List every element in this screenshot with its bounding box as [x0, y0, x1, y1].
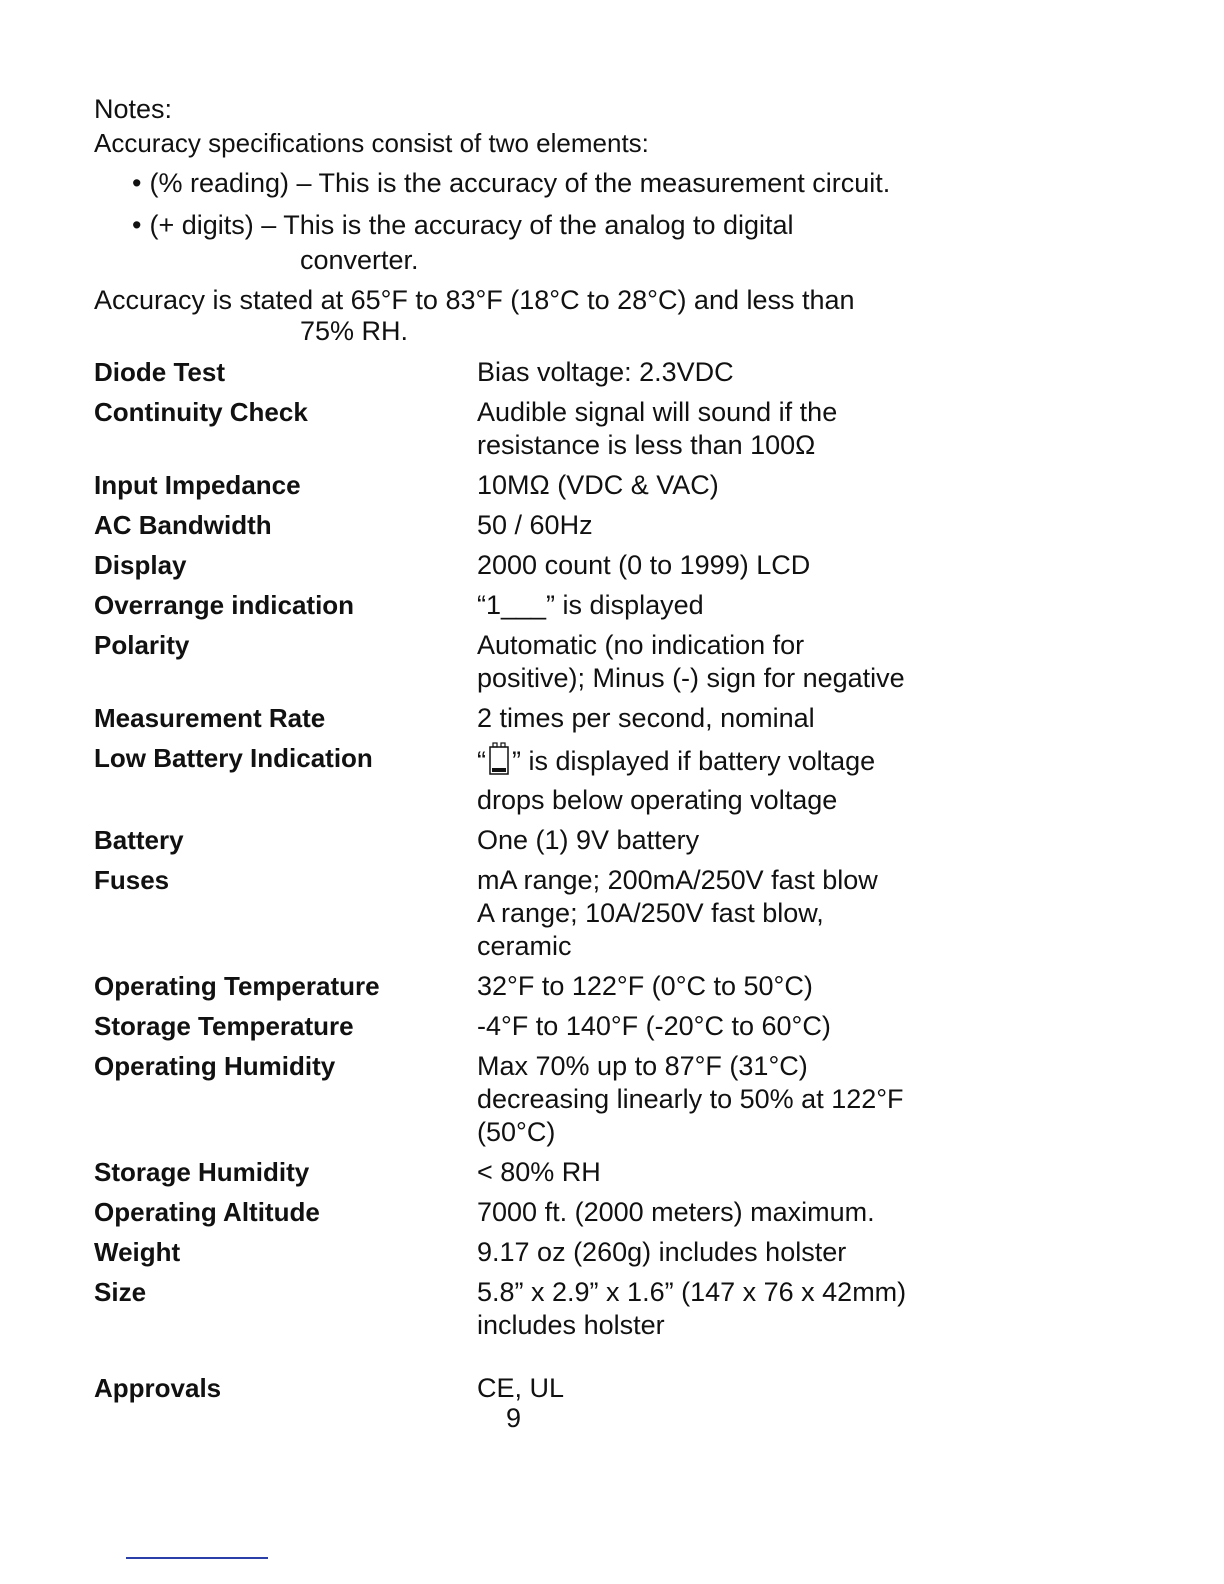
spec-value: 7000 ft. (2000 meters) maximum.	[477, 1197, 875, 1227]
bullet-continuation: converter.	[300, 245, 419, 275]
spec-row	[94, 864, 994, 963]
accuracy-statement: Accuracy is stated at 65°F to 83°F (18°C to 28°C) and less than	[94, 285, 855, 315]
bullet-text: (+ digits) – This is the accuracy of the analog to digital	[149, 210, 794, 240]
spec-label: Battery	[94, 825, 184, 855]
spec-label: Approvals	[94, 1373, 222, 1403]
spec-value: CE, UL	[477, 1373, 565, 1403]
spec-value: < 80% RH	[477, 1157, 601, 1187]
spec-label: Polarity	[94, 630, 190, 660]
spec-label: Low Battery Indication	[94, 743, 373, 773]
spec-label: Display	[94, 550, 187, 580]
spec-label: Input Impedance	[94, 470, 301, 500]
spec-label: Operating Temperature	[94, 971, 380, 1001]
spec-row	[94, 1196, 994, 1229]
spec-value: One (1) 9V battery	[477, 825, 700, 855]
specifications-table	[94, 356, 994, 1412]
spec-label: Operating Humidity	[94, 1051, 336, 1081]
page-number: 9	[506, 1403, 522, 1433]
spec-label: Continuity Check	[94, 397, 308, 427]
spec-value: 2000 count (0 to 1999) LCD	[477, 550, 811, 580]
spec-value: 2 times per second, nominal	[477, 703, 815, 733]
battery-icon	[488, 742, 510, 784]
spec-row	[94, 469, 994, 502]
spec-row	[94, 1050, 994, 1149]
spec-label: Storage Humidity	[94, 1157, 310, 1187]
spec-row	[94, 970, 994, 1003]
spec-row	[94, 742, 994, 817]
bullet-item	[132, 210, 794, 241]
spec-label: AC Bandwidth	[94, 510, 272, 540]
spec-row	[94, 1010, 994, 1043]
spec-value: 50 / 60Hz	[477, 510, 593, 540]
footer-divider	[126, 1557, 268, 1559]
spec-row	[94, 1276, 994, 1342]
spec-value: Max 70% up to 87°F (31°C) decreasing linearly to 50% at 122°F (50°C)	[477, 1051, 904, 1147]
spec-label: Size	[94, 1277, 147, 1307]
bullet-item	[132, 168, 890, 199]
spec-row	[94, 824, 994, 857]
spec-label: Overrange indication	[94, 590, 355, 620]
spec-row	[94, 629, 994, 695]
spec-label: Weight	[94, 1237, 181, 1267]
spec-value: 32°F to 122°F (0°C to 50°C)	[477, 971, 813, 1001]
spec-value: “ ” is displayed if battery voltage drops below operating voltage	[477, 742, 957, 817]
spec-value: Bias voltage: 2.3VDC	[477, 357, 734, 387]
spec-row	[94, 396, 994, 462]
spec-label: Fuses	[94, 865, 170, 895]
spec-value: “1___” is displayed	[477, 590, 704, 620]
bullet-text: (% reading) – This is the accuracy of the measurement circuit.	[149, 168, 891, 198]
bullet-dot: •	[132, 168, 142, 198]
spec-label: Operating Altitude	[94, 1197, 320, 1227]
spec-label: Measurement Rate	[94, 703, 326, 733]
spec-label: Storage Temperature	[94, 1011, 354, 1041]
spec-row	[94, 1236, 994, 1269]
notes-title: Notes:	[94, 94, 173, 124]
spec-value: -4°F to 140°F (-20°C to 60°C)	[477, 1011, 831, 1041]
spec-value: 9.17 oz (260g) includes holster	[477, 1237, 847, 1267]
spec-value: 10MΩ (VDC & VAC)	[477, 470, 719, 500]
spec-row	[94, 589, 994, 622]
spec-row	[94, 702, 994, 735]
spec-value: mA range; 200mA/250V fast blow A range; 10A/250V fast blow, ceramic	[477, 865, 878, 961]
spec-label: Diode Test	[94, 357, 225, 387]
spec-row	[94, 1372, 994, 1405]
spec-value: Automatic (no indication for positive); Minus (-) sign for negative	[477, 630, 905, 693]
notes-intro: Accuracy specifications consist of two elements:	[94, 128, 649, 158]
spec-row	[94, 356, 994, 389]
bullet-dot: •	[132, 210, 142, 240]
spec-row	[94, 509, 994, 542]
spec-value: 5.8” x 2.9” x 1.6” (147 x 76 x 42mm) includes holster	[477, 1277, 907, 1340]
spec-row	[94, 549, 994, 582]
spec-row	[94, 1156, 994, 1189]
accuracy-statement-cont: 75% RH.	[300, 316, 409, 346]
spec-value: Audible signal will sound if the resistance is less than 100Ω	[477, 397, 838, 460]
